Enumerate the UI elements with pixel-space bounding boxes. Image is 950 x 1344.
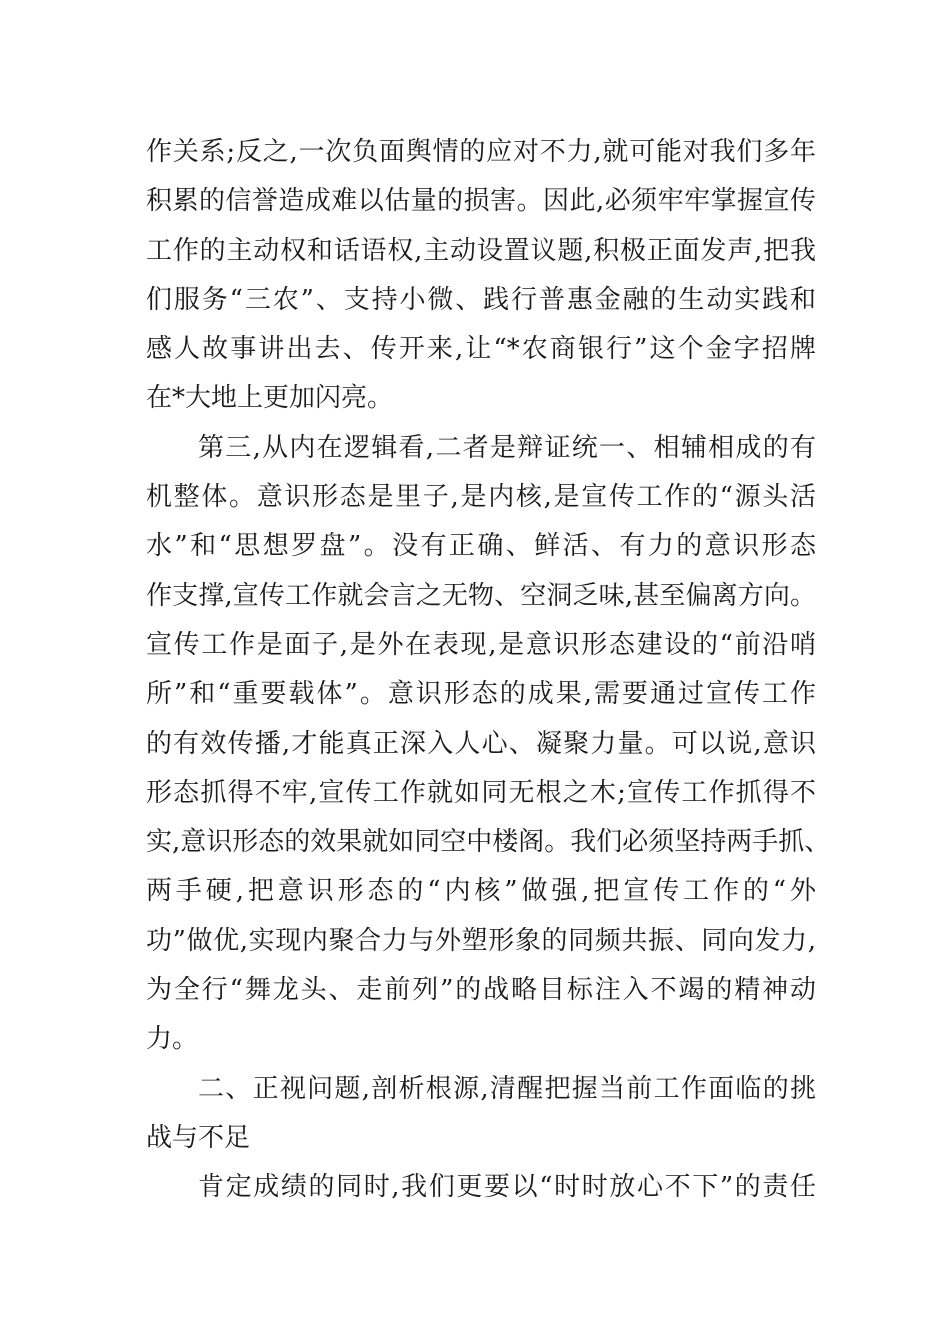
- text-line-4: 们服务“三农”、支持小微、践行普惠金融的生动实践和: [146, 284, 816, 315]
- text-line-21: 战与不足: [146, 1122, 251, 1153]
- text-line-11: 宣传工作是面子,是外在表现,是意识形态建设的“前沿哨: [146, 629, 816, 660]
- text-line-9: 水”和“思想罗盘”。没有正确、鲜活、有力的意识形态: [146, 531, 816, 562]
- text-line-16: 两手硬,把意识形态的“内核”做强,把宣传工作的“外: [146, 876, 816, 907]
- text-line-10: 作支撑,宣传工作就会言之无物、空洞乏味,甚至偏离方向。: [146, 580, 816, 611]
- text-line-22: 肯定成绩的同时,我们更要以“时时放心不下”的责任: [198, 1172, 816, 1203]
- text-line-14: 形态抓得不牢,宣传工作就如同无根之木;宣传工作抓得不: [146, 777, 816, 808]
- text-line-8: 机整体。意识形态是里子,是内核,是宣传工作的“源头活: [146, 482, 816, 513]
- text-line-12: 所”和“重要载体”。意识形态的成果,需要通过宣传工作: [146, 679, 816, 710]
- text-line-2: 积累的信誉造成难以估量的损害。因此,必须牢牢掌握宣传: [146, 186, 816, 217]
- text-line-13: 的有效传播,才能真正深入人心、凝聚力量。可以说,意识: [146, 728, 816, 759]
- text-line-15: 实,意识形态的效果就如同空中楼阁。我们必须坚持两手抓、: [146, 827, 831, 858]
- body-text: [146, 128, 831, 1213]
- text-line-5: 感人故事讲出去、传开来,让“*农商银行”这个金字招牌: [146, 334, 816, 365]
- text-line-7: 第三,从内在逻辑看,二者是辩证统一、相辅相成的有: [198, 432, 816, 463]
- text-line-20: 二、正视问题,剖析根源,清醒把握当前工作面临的挑: [198, 1073, 816, 1104]
- text-line-17: 功”做优,实现内聚合力与外塑形象的同频共振、同向发力,: [146, 925, 816, 956]
- text-line-6: 在*大地上更加闪亮。: [146, 383, 394, 414]
- text-line-18: 为全行“舞龙头、走前列”的战略目标注入不竭的精神动: [146, 975, 816, 1006]
- text-line-1: 作关系;反之,一次负面舆情的应对不力,就可能对我们多年: [146, 137, 816, 167]
- text-line-3: 工作的主动权和话语权,主动设置议题,积极正面发声,把我: [146, 235, 816, 266]
- text-line-19: 力。: [146, 1024, 199, 1055]
